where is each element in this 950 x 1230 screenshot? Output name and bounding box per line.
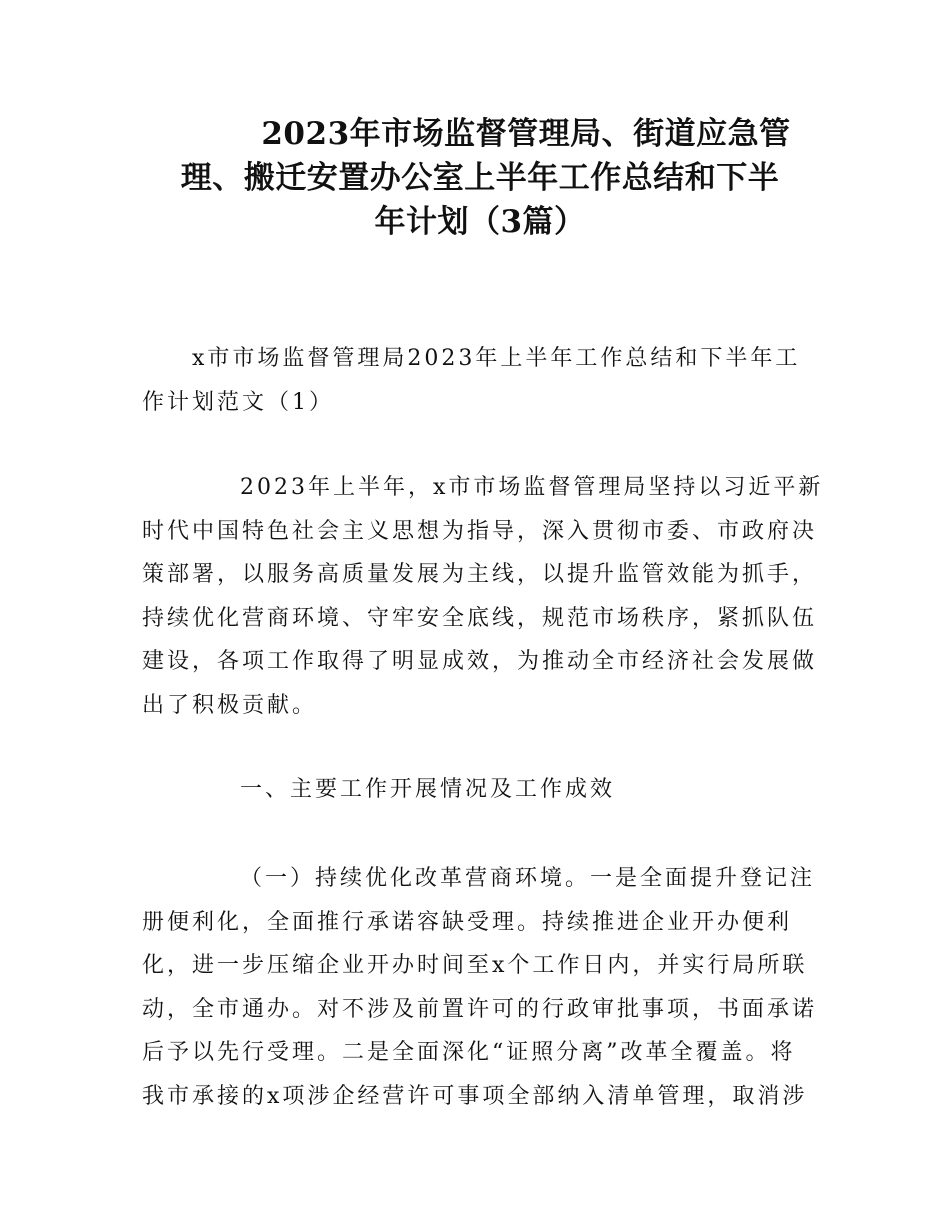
intro-line-1: 2023年上半年，x市市场监督管理局坚持以习近平新 <box>240 475 824 500</box>
intro-line-6: 出了积极贡献。 <box>142 692 318 718</box>
intro-line-4: 持续优化营商环境、守牢安全底线，规范市场秩序，紧抓队伍 <box>142 605 818 631</box>
subtitle-block <box>142 337 822 424</box>
intro-line-3: 策部署，以服务高质量发展为主线，以提升监管效能为抓手， <box>142 562 818 587</box>
title-line-3: 年计划（3篇） <box>374 204 586 240</box>
title-line-1: 2023年市场监督管理局、街道应急管 <box>261 116 791 152</box>
document-title <box>130 112 830 244</box>
subtitle-line-2: 作计划范文（1） <box>142 389 334 415</box>
section-heading-text: 一、主要工作开展情况及工作成效 <box>240 777 616 802</box>
section1-line-4: 动，全市通办。对不涉及前置许可的行政审批事项，书面承诺 <box>142 996 818 1022</box>
title-line-2: 理、搬迁安置办公室上半年工作总结和下半 <box>180 160 780 196</box>
intro-paragraph <box>142 466 822 727</box>
section1-line-6: 我市承接的x项涉企经营许可事项全部纳入清单管理，取消涉 <box>142 1083 808 1109</box>
section1-line-5: 后予以先行受理。二是全面深化“证照分离”改革全覆盖。将 <box>142 1040 796 1065</box>
intro-line-2: 时代中国特色社会主义思想为指导，深入贯彻市委、市政府决 <box>142 518 818 544</box>
section1-line-3: 化，进一步压缩企业开办时间至x个工作日内，并实行局所联 <box>142 953 808 978</box>
section1-line-2: 册便利化，全面推行承诺容缺受理。持续推进企业开办便利 <box>142 909 793 935</box>
subtitle-line-1: x市市场监督管理局2023年上半年工作总结和下半年工 <box>192 346 801 371</box>
section1-paragraph <box>142 857 822 1118</box>
section-heading <box>142 768 822 812</box>
section1-line-1: （一）持续优化改革营商环境。一是全面提升登记注 <box>240 866 816 891</box>
intro-line-5: 建设，各项工作取得了明显成效，为推动全市经济社会发展做 <box>142 649 818 674</box>
